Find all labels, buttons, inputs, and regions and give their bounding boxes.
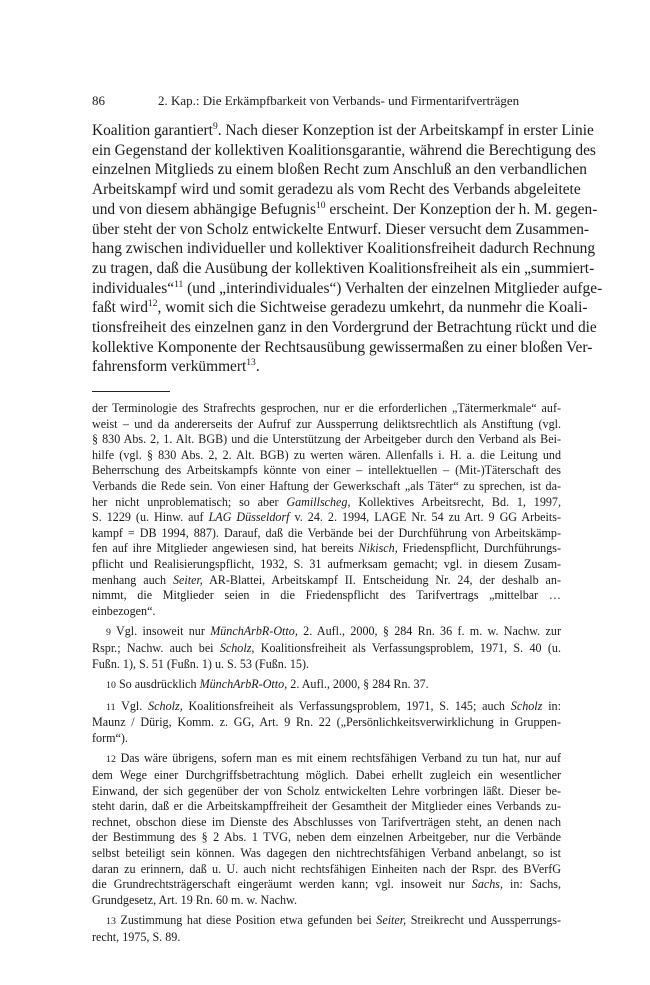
footnote-line	[92, 541, 561, 557]
footnote-line	[92, 913, 561, 930]
text-span: AR-Blattei, Arbeitskampf II. Entscheidung Nr. 24, der deshalb an-	[209, 572, 561, 587]
body-line	[92, 199, 598, 220]
footnote-ref-11[interactable]: 11	[174, 278, 184, 290]
footnote-line: hilfe (vgl. § 830 Abs. 2, 2. Alt. BGB) zu werten wären. Allenfalls i. H. a. die Leitung und	[92, 447, 561, 462]
footnote-line: § 830 Abs. 2, 1. Alt. BGB) und die Unterstützung der Arbeitgeber durch den Verband als Bei-	[92, 432, 561, 447]
footnote-line: form“).	[92, 730, 128, 745]
footnote-line	[92, 495, 561, 511]
text-span: erscheint. Der Konzeption der h. M. gegen-	[325, 200, 598, 218]
footnote-line	[92, 624, 561, 641]
footnote-11	[92, 699, 561, 747]
footnote-number: 13	[106, 916, 116, 928]
body-line: zu tragen, daß die Ausübung der kollektiven Koalitionsfreiheit als ein „summiert-	[92, 259, 595, 277]
footnote-line	[92, 677, 561, 694]
footnote-number: 12	[106, 754, 116, 766]
body-line: einzelnen Mitglieds zu einem bloßen Recht zum Anschluß an den verbandlichen	[92, 161, 587, 179]
text-span: Zustimmung hat diese Position etwa gefunden bei	[120, 913, 372, 928]
text-span: Das wäre übrigens, sofern man es mit einem rechtsfähigen Verband zu tun hat, nur auf	[120, 751, 562, 766]
body-line: ein Gegenstand der kollektiven Koalitionsgarantie, während die Berechtigung des	[92, 141, 596, 159]
text-span: So ausdrücklich	[118, 677, 197, 692]
text-span: menhang auch	[92, 572, 167, 587]
footnote-line: Verbands die Rede sein. Von einer Haftung der Gewerkschaft „als Täter“ zu sprechen, ist da-	[92, 478, 561, 493]
text-span: fen auf ihre Mitglieder angewiesen sind, hat bereits	[92, 541, 354, 556]
author-name: Seiter,	[376, 913, 407, 928]
text-span: Koalitionsfreiheit als Verfassungsproblem, 1971, S. 145; auch	[188, 698, 505, 713]
author-name: Scholz,	[219, 640, 255, 655]
text-span: (und „interindividuales“) Verhalten der einzelnen Mitglieder aufge-	[183, 279, 603, 297]
footnote-line	[92, 573, 561, 589]
footnote-line	[92, 641, 561, 657]
text-span: , womit sich die Sichtweise geradezu umkehrt, da nunmehr die Koali-	[157, 299, 588, 317]
author-name: Sachs,	[471, 877, 504, 892]
footnote-line	[92, 699, 561, 716]
footnote-continuation	[92, 401, 561, 619]
author-name: MünchArbR-Otto,	[199, 677, 288, 692]
footnote-ref-13[interactable]: 13	[246, 357, 256, 369]
text-span: S. 1229 (u. Hinw. auf	[92, 510, 204, 525]
text-span: und von diesem abhängige Befugnis	[92, 200, 316, 218]
footnote-line: nimmt, die Mitglieder seien in die Friedenspflicht des Tarifvertrags „mittelbar …	[92, 588, 561, 603]
footnote-line: pflicht und Realisierungspflicht, 1932, S. 31 aufmerksam gemacht; vgl. in diesem Zusam-	[92, 556, 561, 571]
footnote-line: Einwand, der sich gegenüber der von Scholz entwickelten Lehre vorbringen läßt. Dieser be-	[92, 783, 561, 798]
footnote-line	[92, 751, 561, 768]
running-header	[92, 93, 519, 109]
author-name: Scholz	[510, 698, 543, 713]
body-line	[92, 278, 603, 299]
body-text	[92, 120, 603, 377]
footnote-10	[92, 677, 561, 694]
footnote-line	[92, 877, 561, 893]
footnote-line: Grundgesetz, Art. 19 Rn. 60 m. w. Nachw.	[92, 892, 297, 907]
body-line: hang zwischen individueller und kollektiver Koalitionsfreiheit dadurch Rechnung	[92, 240, 596, 258]
body-line: über steht der von Scholz entwickelte Entwurf. Dieser versucht dem Zusammen-	[92, 220, 590, 238]
body-line	[92, 120, 594, 141]
text-span: Rspr.; Nachw. auch bei	[92, 640, 214, 655]
footnote-line: Beherrschung des Arbeitskampfs könnte von einer – intellektuellen – (Mit-)Täterschaft des	[92, 463, 561, 478]
footnote-line: recht, 1975, S. 89.	[92, 930, 181, 944]
footnote-ref-10[interactable]: 10	[315, 199, 326, 211]
text-span: Streikrecht und Aussperrungs-	[410, 913, 562, 928]
footnote-number: 11	[106, 701, 116, 713]
text-span: Vgl.	[121, 698, 143, 713]
author-name: MünchArbR-Otto,	[210, 624, 298, 639]
footnote-line: einbezogen“.	[92, 603, 156, 618]
footnote-13	[92, 913, 561, 945]
body-line: tionsfreiheit des einzelnen ganz in den Vordergrund der Betrachtung rückt und die	[92, 319, 597, 337]
footnote-line: der Terminologie des Strafrechts gesprochen, nur er die erforderlichen „Tätermerkmale“ auf-	[92, 401, 561, 415]
text-span: in: Sachs,	[510, 877, 561, 892]
footnote-line: dem Wege einer Durchgriffsbetrachtung möglich. Dabei erhellt zugleich ein wesentlicher	[92, 768, 561, 783]
text-span: fahrensform verkümmert	[92, 358, 247, 376]
text-span: .	[255, 358, 260, 376]
text-span: Friedenspflicht, Durchführungs-	[402, 541, 561, 556]
page-number: 86	[92, 93, 105, 108]
running-title: 2. Kap.: Die Erkämpfbarkeit von Verbands- und Firmentarifverträgen	[158, 93, 520, 108]
footnote-line: kampf = DB 1994, 887). Darauf, daß die Verbände bei der Durchführung von Arbeitskämp-	[92, 525, 561, 540]
footnote-ref-12[interactable]: 12	[148, 298, 158, 310]
text-span: . Nach dieser Konzeption ist der Arbeitskampf in erster Linie	[217, 122, 594, 139]
footnote-line: daran zu erinnern, daß u. U. auch nicht rechtsfähigen Einheiten nach der Rspr. des BVerfG	[92, 861, 561, 876]
footnote-12	[92, 751, 561, 908]
text-span: in:	[548, 698, 561, 713]
footnotes	[92, 401, 561, 946]
text-span: die Grundrechtsträgerschaft eingeräumt werden kann; vgl. insoweit nur	[92, 877, 465, 892]
text-span: faßt wird	[92, 299, 148, 317]
text-span: her nicht unproblematisch; so aber	[92, 494, 279, 509]
text-span: 2. Aufl., 2000, § 284 Rn. 36 f. m. w. Nachw. zur	[303, 624, 561, 639]
footnote-line: der Bestimmung des § 2 Abs. 1 TVG, neben dem einzelnen Arbeitgeber, nur die Verbände	[92, 830, 561, 845]
text-span: Vgl. insoweit nur	[116, 624, 205, 639]
court-name: LAG Düsseldorf	[208, 510, 290, 525]
author-name: Nikisch,	[358, 541, 398, 556]
footnote-line: Maunz / Dürig, Komm. z. GG, Art. 9 Rn. 22 („Persönlichkeitsverwirklichung in Gruppen-	[92, 715, 561, 730]
body-line	[92, 298, 588, 318]
text-span: Koalition garantiert	[92, 122, 213, 139]
body-line: kollektive Komponente der Rechtsausübung gewissermaßen zu einer bloßen Ver-	[92, 338, 593, 356]
footnote-line	[92, 510, 561, 526]
author-name: Gamillscheg,	[286, 494, 351, 509]
text-span: Kollektives Arbeitsrecht, Bd. 1, 1997,	[358, 494, 561, 509]
footnote-9	[92, 624, 561, 672]
text-span: individuales“	[92, 279, 175, 297]
text-span: 2. Aufl., 2000, § 284 Rn. 37.	[290, 677, 429, 692]
footnote-line: selbst beteiligt sein können. Was dagegen den nichtrechtsfähigen Verband anbelangt, so ist	[92, 846, 561, 861]
body-line	[92, 357, 561, 377]
footnote-ref-9[interactable]: 9	[212, 120, 218, 132]
text-span: Koalitionsfreiheit als Verfassungsproblem, 1971, S. 40 (u.	[260, 640, 561, 655]
author-name: Scholz,	[148, 698, 183, 713]
footnote-line: rechnet, obschon diese im Dienste des Abschlusses von Tarifverträgen steht, an denen nach	[92, 814, 561, 829]
footnote-separator	[92, 391, 170, 392]
footnote-number: 9	[106, 627, 111, 639]
text-span: v. 24. 2. 1994, LAGE Nr. 54 zu Art. 9 GG Arbeits-	[294, 510, 561, 525]
footnote-number: 10	[106, 680, 116, 692]
footnote-line: steht darin, daß er die Arbeitskampffreiheit der Gesamtheit der Mitglieder eines Verbands zu-	[92, 799, 561, 814]
footnote-line: weist – und da andererseits der Aufruf zur Aussperrung deliktsrechtlich als Anstiftung (vgl.	[92, 416, 561, 431]
author-name: Seiter,	[172, 572, 203, 587]
body-line: Arbeitskampf wird und somit geradezu als vom Recht des Verbands abgeleitete	[92, 181, 581, 199]
footnote-line: Fußn. 1), S. 51 (Fußn. 1) u. S. 53 (Fußn. 15).	[92, 656, 310, 671]
